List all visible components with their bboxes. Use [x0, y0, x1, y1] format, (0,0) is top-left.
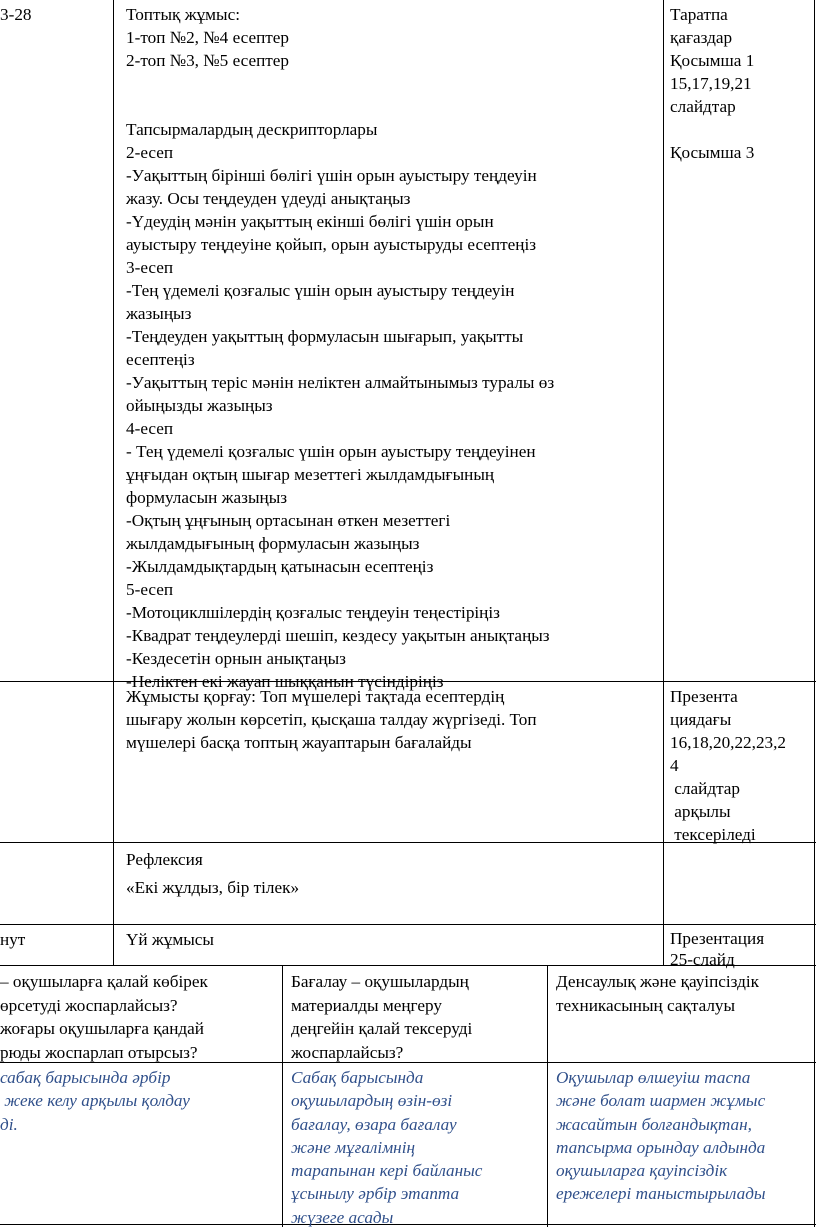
resource-line: Қосымша 3: [670, 143, 755, 162]
content-line: -Тең үдемелі қозғалыс үшін орын ауыстыру теңдеуін: [126, 281, 515, 300]
header-line: жоспарлайсыз?: [291, 1042, 404, 1062]
answer-line: Сабақ барысында: [291, 1068, 424, 1087]
answer-line: жүзеге асады: [291, 1207, 394, 1227]
resource-line: қағаздар: [670, 28, 733, 47]
content-line: -Уақыттың бірінші бөлігі үшін орын ауыстыру теңдеуін: [126, 166, 537, 185]
answer-line: оқушыларға қауіпсіздік: [556, 1161, 728, 1181]
header-line: өрсетуді жоспарлайсыз?: [0, 995, 178, 1015]
content-line: -Неліктен екі жауап шыққанын түсіндіріңіз: [126, 672, 444, 691]
content-line: 2-есеп: [126, 143, 174, 162]
resource-line: [670, 118, 754, 141]
answer-line: және мұғалімнің: [291, 1137, 415, 1157]
answer-line: тарапынан кері байланыс: [291, 1161, 483, 1181]
assessment-header: [291, 970, 472, 1064]
content-line: Топтық жұмыс:: [126, 5, 241, 24]
table-border: [814, 0, 815, 1227]
assessment-answer: [291, 1066, 482, 1229]
table-border: [0, 924, 816, 925]
content-line: -Кездесетін орнын анықтаңыз: [126, 649, 346, 668]
answer-line: ережелері таныстырылады: [556, 1184, 766, 1204]
differentiation-answer: [0, 1066, 190, 1136]
resource-line: Таратпа: [670, 5, 728, 24]
answer-line: сабақ барысында әрбір: [0, 1068, 171, 1087]
content-line: -Жылдамдықтардың қатынасын есептеңіз: [126, 557, 434, 576]
content-line: Жұмысты қорғау: Топ мүшелері тақтада есептердің: [126, 687, 505, 706]
resource-line: арқылы: [670, 802, 731, 821]
time-cell: [0, 928, 25, 951]
answer-line: Оқушылар өлшеуіш таспа: [556, 1068, 751, 1087]
content-line: жазыңыз: [126, 304, 192, 323]
resource-line: Презента: [670, 687, 738, 706]
content-line: [126, 95, 554, 118]
content-line: ойыңызды жазыңыз: [126, 396, 273, 415]
header-line: Денсаулық және қауіпсіздік: [556, 972, 760, 991]
safety-header: [556, 970, 759, 1017]
header-line: рюды жоспарлап отырсыз?: [0, 1042, 198, 1062]
reflection-title: Рефлексия: [126, 850, 203, 869]
reflection-method: «Екі жұлдыз, бір тілек»: [126, 878, 300, 897]
homework-cell: [126, 928, 214, 951]
differentiation-header: [0, 970, 208, 1064]
answer-line: ді.: [0, 1114, 18, 1134]
answer-line: жасайтын болғандықтан,: [556, 1114, 752, 1134]
content-line: -Уақыттың теріс мәнін неліктен алмайтынымыз туралы өз: [126, 373, 555, 392]
table-border: [663, 0, 664, 965]
answer-line: тапсырма орындау алдында: [556, 1137, 766, 1157]
content-line: - Тең үдемелі қозғалыс үшін орын ауыстыру теңдеуінен: [126, 442, 536, 461]
time-label: 3-28: [0, 5, 32, 24]
resource-line: 16,18,20,22,23,2: [670, 733, 787, 752]
time-label: нут: [0, 930, 26, 949]
resources-cell: [670, 3, 754, 164]
answer-line: бағалау, өзара бағалау: [291, 1114, 457, 1134]
resource-line: 15,17,19,21: [670, 74, 752, 93]
resources-cell: [670, 685, 786, 846]
homework-label: Үй жұмысы: [126, 930, 214, 949]
answer-line: жеке келу арқылы қолдау: [0, 1091, 190, 1111]
answer-line: ұсынылу әрбір этапта: [291, 1184, 460, 1204]
header-line: Бағалау – оқушылардың: [291, 972, 469, 991]
header-line: жоғары оқушыларға қандай: [0, 1019, 205, 1038]
content-line: ұңғыдан оқтың шығар мезеттегі жылдамдығының: [126, 465, 495, 484]
answer-line: және болат шармен жұмыс: [556, 1091, 766, 1111]
content-line: ауыстыру теңдеуіне қойып, орын ауыстыруды есептеңіз: [126, 235, 537, 254]
reflection-cell: [126, 846, 299, 902]
resource-line: циядағы: [670, 710, 732, 729]
header-line: деңгейін қалай тексеруді: [291, 1019, 473, 1038]
content-line: 3-есеп: [126, 258, 174, 277]
content-line: 1-топ №2, №4 есептер: [126, 28, 290, 47]
table-border: [282, 965, 283, 1227]
resource-line: слайдтар: [670, 97, 736, 116]
content-line: -Мотоциклшілердің қозғалыс теңдеуін теңестіріңіз: [126, 603, 500, 622]
content-line: [126, 72, 554, 95]
content-line: -Оқтың ұңғының ортасынан өткен мезеттегі: [126, 511, 451, 530]
content-line: шығару жолын көрсетіп, қысқаша талдау жүргізеді. Топ: [126, 710, 537, 729]
resource-line: слайдтар: [670, 779, 741, 798]
group-work-cell: [126, 3, 554, 693]
resources-cell: [670, 928, 764, 970]
content-line: 2-топ №3, №5 есептер: [126, 51, 290, 70]
content-line: мүшелері басқа топтың жауаптарын бағалайды: [126, 733, 472, 752]
content-line: есептеңіз: [126, 350, 195, 369]
content-line: -Квадрат теңдеулерді шешіп, кездесу уақытын анықтаңыз: [126, 626, 550, 645]
resource-line: 4: [670, 756, 679, 775]
content-line: жазу. Осы теңдеуден үдеуді анықтаңыз: [126, 189, 411, 208]
table-border: [113, 0, 114, 965]
content-line: формуласын жазыңыз: [126, 488, 288, 507]
table-border: [547, 965, 548, 1227]
header-line: техникасының сақталуы: [556, 995, 736, 1015]
content-line: 5-есеп: [126, 580, 174, 599]
answer-line: оқушылардың өзін-өзі: [291, 1091, 453, 1111]
content-line: жылдамдығының формуласын жазыңыз: [126, 534, 420, 553]
resource-line: Қосымша 1: [670, 51, 755, 70]
safety-answer: [556, 1066, 766, 1206]
resource-line: тексеріледі: [670, 825, 756, 844]
content-line: -Үдеудің мәнін уақыттың екінші бөлігі үшін орын: [126, 212, 494, 231]
content-line: -Теңдеуден уақыттың формуласын шығарып, уақытты: [126, 327, 524, 346]
time-cell: [0, 3, 32, 26]
header-line: – оқушыларға қалай көбірек: [0, 972, 208, 991]
header-line: материалды меңгеру: [291, 995, 442, 1015]
resource-line: Презентация: [670, 929, 765, 948]
defense-cell: [126, 685, 537, 754]
content-line: Тапсырмалардың дескрипторлары: [126, 120, 378, 139]
content-line: 4-есеп: [126, 419, 174, 438]
resource-line: 25-слайд: [670, 950, 735, 969]
